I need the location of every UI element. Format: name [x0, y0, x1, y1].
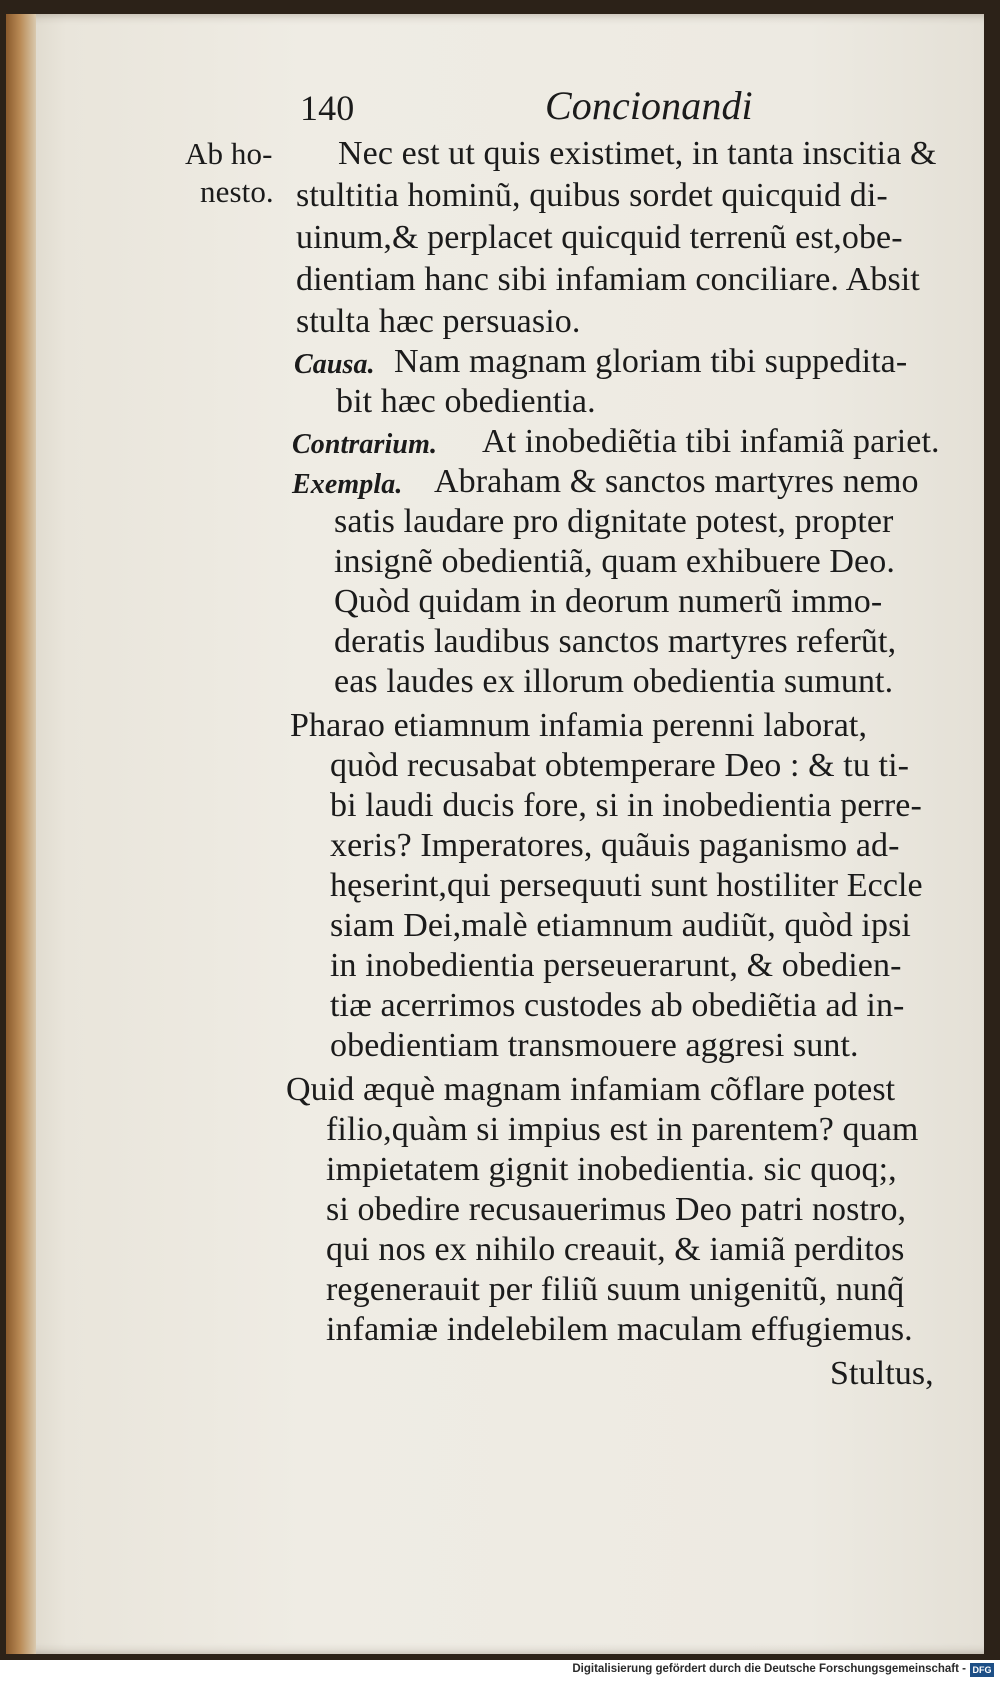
text-line: Quòd quidam in deorum numerũ immo-: [334, 583, 883, 620]
text-line: deratis laudibus sanctos martyres referũt,: [334, 623, 897, 660]
page-number: 140: [300, 88, 355, 128]
margin-note: nesto.: [200, 174, 274, 209]
margin-note: Ab ho-: [185, 136, 273, 171]
text-line: qui nos ex nihilo creauit, & iamiã perditos: [326, 1231, 905, 1268]
text-line: si obedire recusauerimus Deo patri nostro,: [326, 1191, 907, 1228]
text-line: filio,quàm si impius est in parentem? quam: [326, 1111, 919, 1148]
text-line: stulta hæc persuasio.: [296, 303, 581, 340]
running-title: Concionandi: [545, 83, 753, 128]
text-line: uinum,& perplacet quicquid terrenũ est,obe-: [296, 219, 903, 256]
text-line: At inobediẽtia tibi infamiã pariet.: [482, 423, 940, 460]
section-label: Exempla.: [292, 469, 403, 500]
text-line: Nec est ut quis existimet, in tanta inscitia &: [338, 135, 937, 172]
text-line: xeris? Imperatores, quãuis paganismo ad-: [330, 827, 900, 864]
text-line: Abraham & sanctos martyres nemo: [434, 463, 919, 500]
text-line: impietatem gignit inobedientia. sic quoq;,: [326, 1151, 897, 1188]
text-line: siam Dei,malè etiamnum audiũt, quòd ipsi: [330, 907, 911, 944]
text-line: bit hæc obedientia.: [336, 383, 596, 420]
dfg-logo: DFG: [970, 1663, 994, 1677]
text-line: Pharao etiamnum infamia perenni laborat,: [290, 707, 868, 744]
catchword: Stultus,: [830, 1355, 934, 1392]
text-line: infamiæ indelebilem maculam effugiemus.: [326, 1311, 913, 1348]
text-line: hęserint,qui persequuti sunt hostiliter Eccle: [330, 867, 923, 904]
text-line: insignẽ obedientiã, quam exhibuere Deo.: [334, 543, 895, 580]
text-line: bi laudi ducis fore, si in inobedientia perre-: [330, 787, 922, 824]
text-line: regenerauit per filiũ suum unigenitũ, nunq̃: [326, 1271, 905, 1308]
text-line: satis laudare pro dignitate potest, propter: [334, 503, 894, 540]
text-line: Quid æquè magnam infamiam cõflare potest: [286, 1071, 896, 1108]
text-line: obedientiam transmouere aggresi sunt.: [330, 1027, 859, 1064]
section-label: Causa.: [294, 349, 375, 380]
text-line: stultitia hominũ, quibus sordet quicquid di-: [296, 177, 888, 214]
text-line: quòd recusabat obtemperare Deo : & tu ti-: [330, 747, 910, 784]
text-line: dientiam hanc sibi infamiam conciliare. Absit: [296, 261, 920, 298]
binding-edge: [6, 14, 36, 1654]
footer-credit: Digitalisierung gefördert durch die Deutsche Forschungsgemeinschaft -: [572, 1663, 966, 1675]
section-label: Contrarium.: [292, 429, 438, 460]
text-line: tiæ acerrimos custodes ab obediẽtia ad in-: [330, 987, 905, 1024]
text-line: in inobedientia perseuerarunt, & obedien-: [330, 947, 902, 984]
text-line: eas laudes ex illorum obedientia sumunt.: [334, 663, 894, 700]
text-line: Nam magnam gloriam tibi suppedita-: [394, 343, 908, 380]
